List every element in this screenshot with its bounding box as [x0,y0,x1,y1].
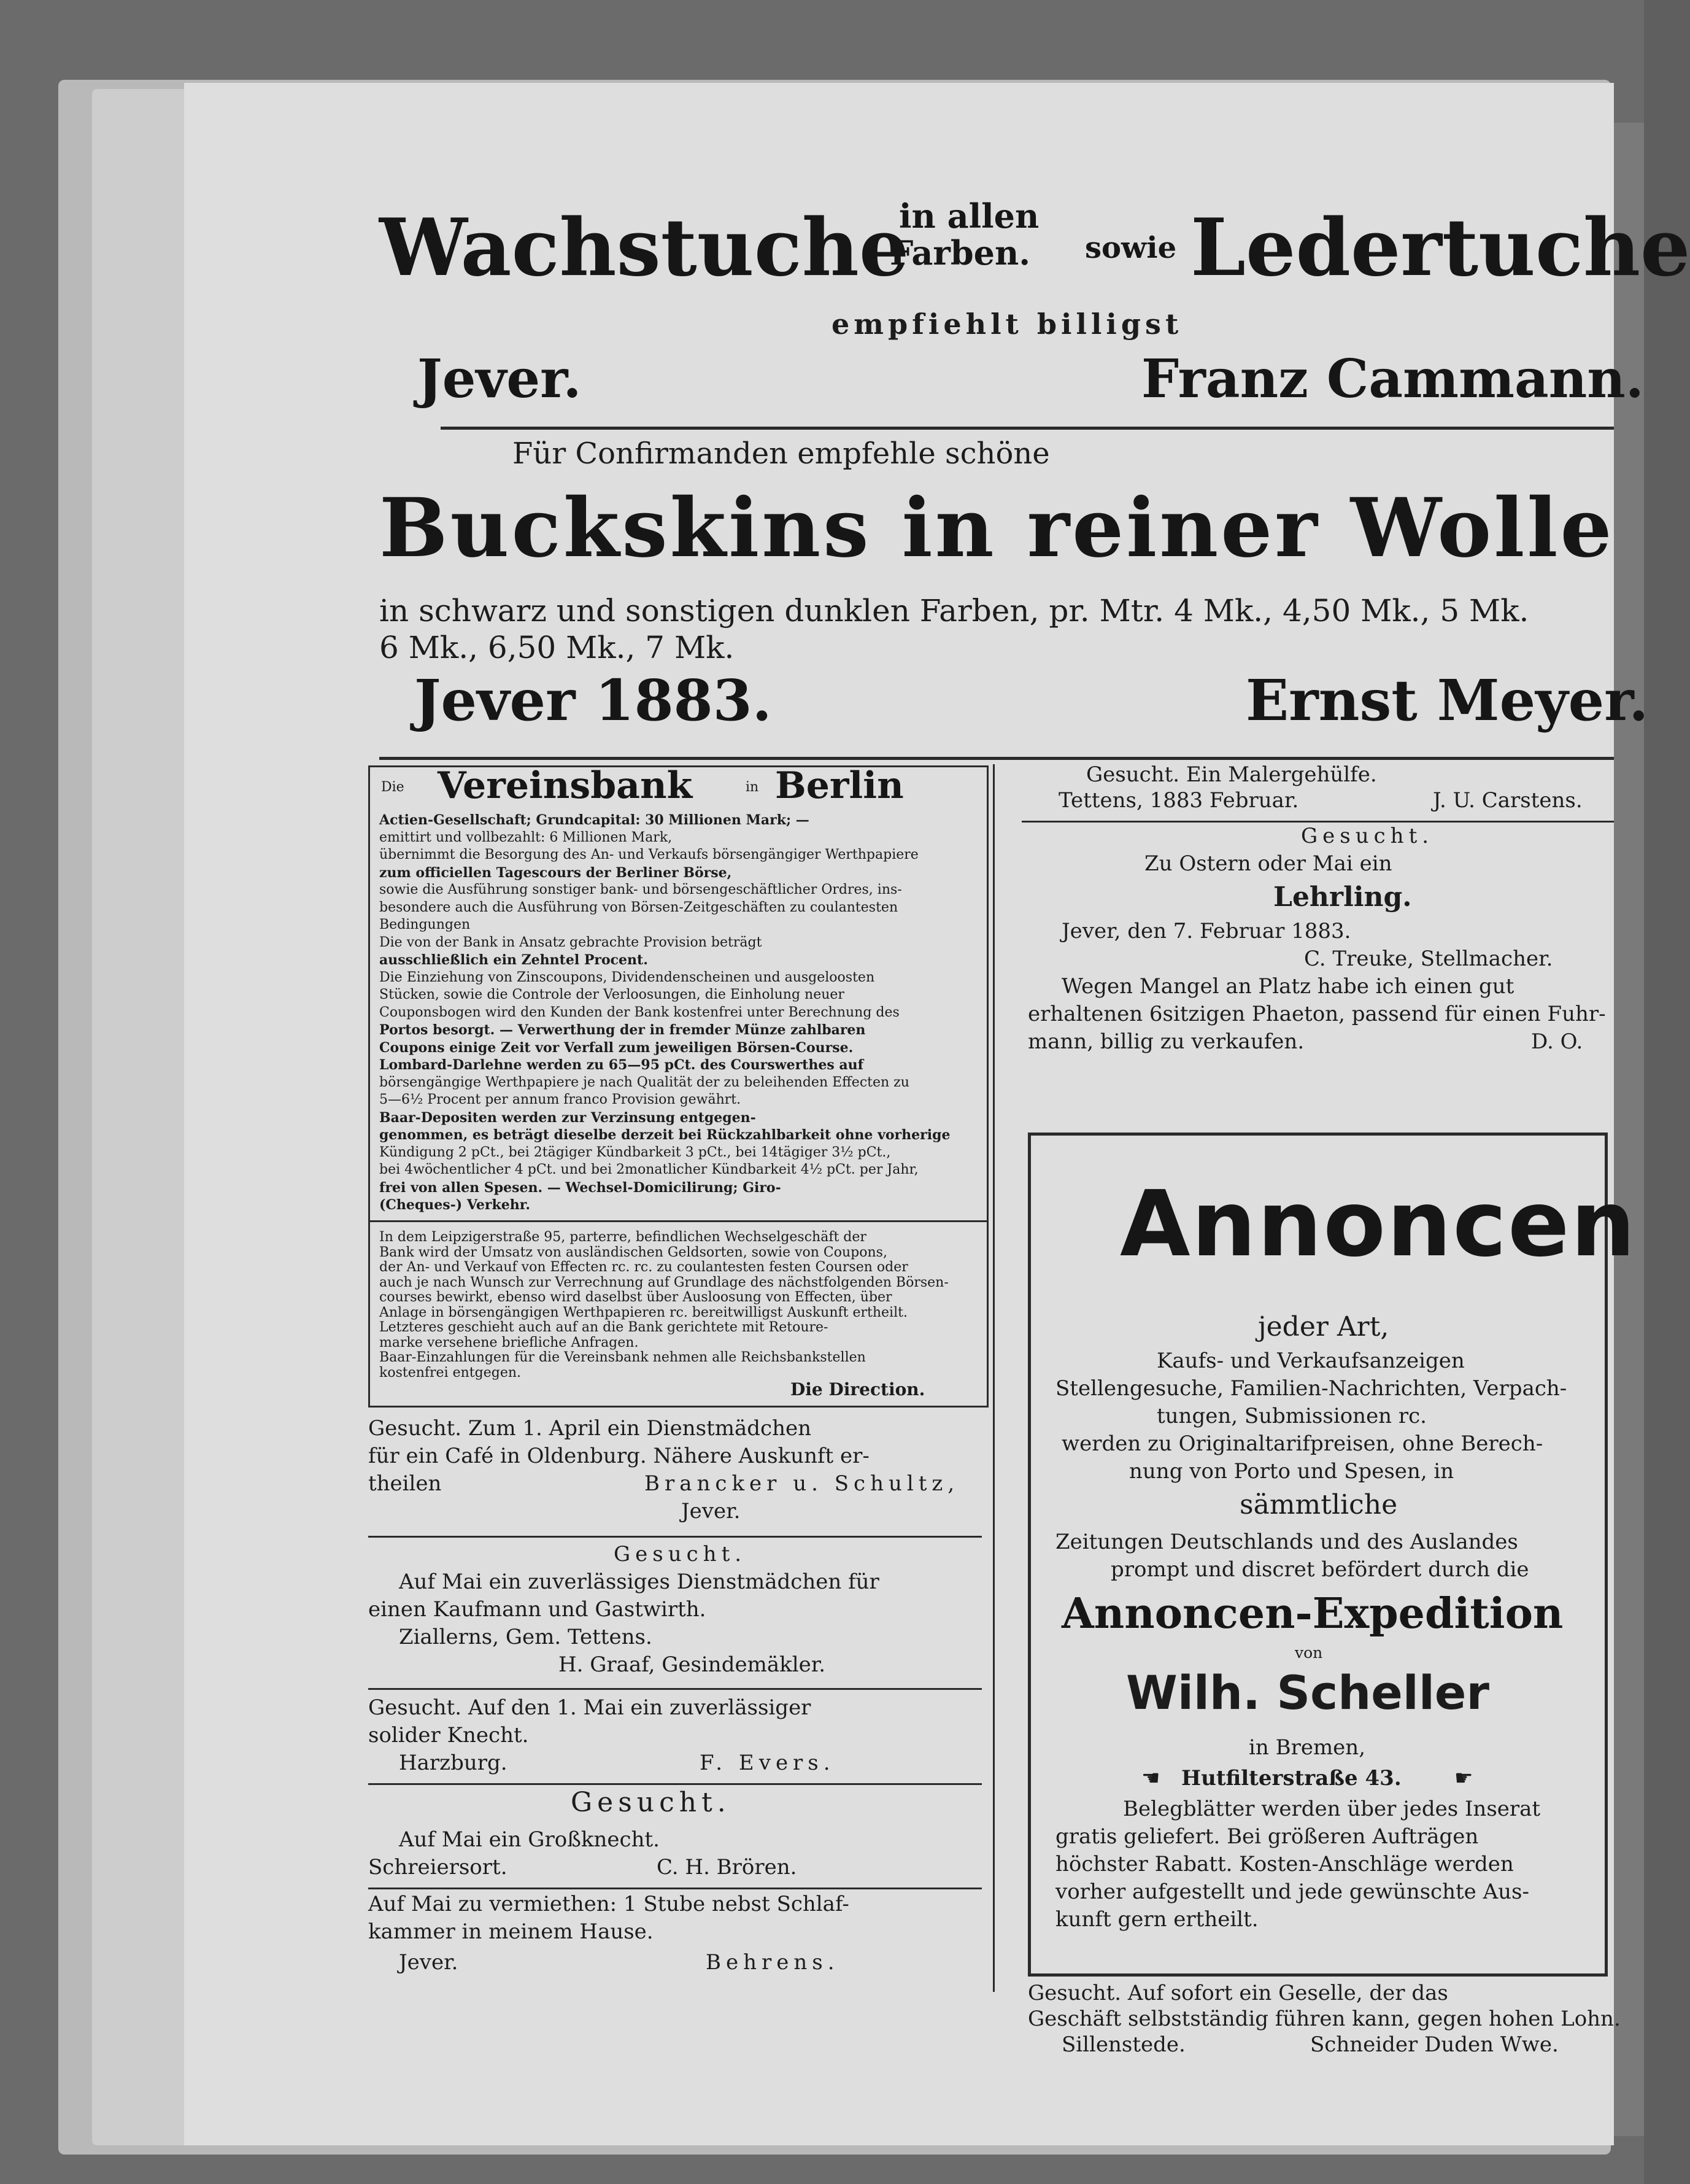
ad-buckskins-headline: Buckskins in reiner Wolle [379,481,1615,576]
ad-signature: D. O. [1531,1029,1583,1054]
ad-line: Ziallerns, Gem. Tettens. [399,1625,652,1649]
bank-inner-rule [370,1220,987,1222]
bank-text-line: Bank wird der Umsatz von ausländischen Geldsorten, sowie von Coupons, [379,1244,887,1260]
bank-text-line: Die Einziehung von Zinscoupons, Dividendenscheinen und ausgeloosten [379,969,875,985]
bank-text-line: zum officiellen Tagescours der Berliner Börse, [379,864,732,881]
ad-line: theilen [368,1471,442,1496]
bank-text-line: (Cheques-) Verkehr. [379,1197,530,1213]
ad-signature: Brancker u. Schultz, [644,1471,960,1496]
ad-annoncen-expedition [1028,1133,1637,1977]
ad-title: Gesucht. [571,1787,731,1818]
bank-text-line: börsengängige Werthpapiere je nach Qualität der zu beleihenden Effecten zu [379,1074,909,1090]
divider-rule [379,757,1614,760]
ad-line: Zu Ostern oder Mai ein [1144,851,1392,876]
ad-title: Gesucht. [614,1542,747,1566]
bank-text-line: marke versehene briefliche Anfragen. [379,1334,639,1350]
annoncen-street: Hutfilterstraße 43. [1181,1766,1402,1791]
bank-text-line: Kündigung 2 pCt., bei 2tägiger Kündbarkeit 3 pCt., bei 14tägiger 3½ pCt., [379,1144,891,1160]
annoncen-line: vorher aufgestellt und jede gewünschte Aus- [1055,1880,1529,1904]
ad-divider [368,1783,982,1785]
ad-line: Gesucht. Zum 1. April ein Dienstmädchen [368,1416,811,1441]
ad-wachstuche-firm: Franz Cammann. [1141,348,1644,410]
ad-signature: F. Evers. [700,1751,835,1775]
ad-line: für ein Café in Oldenburg. Nähere Auskunft er- [368,1444,870,1468]
annoncen-line: höchster Rabatt. Kosten-Anschläge werden [1055,1852,1514,1876]
bank-text-line: übernimmt die Besorgung des An- und Verkaufs börsengängiger Werthpapiere [379,847,919,862]
bank-text-line: Stücken, sowie die Controle der Verloosungen, die Einholung neuer [379,987,844,1002]
annoncen-name: Wilh. Scheller [1126,1665,1489,1720]
ad-signature: C. Treuke, Stellmacher. [1304,947,1553,971]
ad-wachstuche-stack-bottom: Farben. [890,233,1030,273]
ad-divider [368,1688,982,1690]
ad-signature: J. U. Carstens. [1433,788,1583,813]
column-divider [993,764,995,1992]
bank-text-line: auch je nach Wunsch zur Verrechnung auf Grundlage des nächstfolgenden Börsen- [379,1274,949,1290]
ad-divider [1022,821,1614,823]
ad-title: Gesucht. [1301,824,1434,848]
ad-line: Auf Mai ein zuverlässiges Dienstmädchen für [399,1570,879,1594]
annoncen-line: prompt und discret befördert durch die [1111,1557,1529,1582]
bank-text-line: Anlage in börsengängigen Werthpapieren rc. bereitwilligst Auskunft ertheilt. [379,1304,908,1320]
bank-text-line: Baar-Depositen werden zur Verzinsung entgegen- [379,1109,756,1126]
bank-text-line: Letzteres geschieht auch auf an die Bank gerichtete mit Retoure- [379,1320,828,1335]
divider-rule [441,427,1614,430]
ad-place: Jever. [399,1950,458,1975]
ad-wachstuche-sowie: sowie [1085,231,1177,265]
ad-buckskins-firm: Ernst Meyer. [1246,667,1649,734]
bank-text-line: genommen, es beträgt dieselbe derzeit bei Rückzahlbarkeit ohne vorherige [379,1127,951,1143]
annoncen-saemmtliche: sämmtliche [1240,1489,1398,1520]
ad-buckskins-intro: Für Confirmanden empfehle schöne [512,436,1050,471]
ad-keyword: Lehrling. [1273,881,1412,913]
bank-text-line: sowie die Ausführung sonstiger bank- und börsengeschäftlicher Ordres, ins- [379,882,902,897]
bank-text-line: Coupons einige Zeit vor Verfall zum jeweiligen Börsen-Course. [379,1039,854,1056]
annoncen-line: nung von Porto und Spesen, in [1129,1459,1454,1484]
bank-text-line: bei 4wöchentlicher 4 pCt. und bei 2monatlicher Kündbarkeit 4½ pCt. per Jahr, [379,1162,919,1177]
ad-wachstuche-sub: empfiehlt billigst [831,308,1183,341]
annoncen-sub: jeder Art, [1258,1311,1389,1342]
ad-line: Gesucht. Auf den 1. Mai ein zuverlässiger [368,1695,811,1720]
ad-wachstuche-place: Jever. [417,348,582,410]
ad-buckskins-line2: 6 Mk., 6,50 Mk., 7 Mk. [379,630,735,665]
bank-die: Die [381,780,404,795]
ad-signature: H. Graaf, Gesindemäkler. [558,1652,826,1677]
bank-text-line: kostenfrei entgegen. [379,1365,521,1380]
ad-date: Jever, den 7. Februar 1883. [1062,919,1351,943]
ad-wachstuche-word2: Ledertuche [1190,202,1690,294]
ad-divider [368,1888,982,1889]
bank-text-line: Portos besorgt. — Verwerthung der in fremder Münze zahlbaren [379,1022,866,1038]
bank-signature: Die Direction. [790,1379,925,1400]
ad-line: einen Kaufmann und Gastwirth. [368,1597,706,1622]
ad-divider [368,1536,982,1538]
annoncen-hand-left-icon: ☚ [1141,1766,1160,1791]
ad-line: kammer in meinem Hause. [368,1919,654,1944]
bank-text-line: der An- und Verkauf von Effecten rc. rc. zu coulantesten festen Coursen oder [379,1260,908,1275]
annoncen-hand-right-icon: ☛ [1454,1766,1473,1791]
annoncen-line: Belegblätter werden über jedes Inserat [1123,1797,1541,1821]
ad-wachstuche-word1: Wachstuche [379,202,909,294]
ad-place: Sillenstede. [1062,2032,1186,2057]
bank-city: Berlin [775,764,904,807]
ad-signature: C. H. Brören. [657,1855,797,1880]
annoncen-line: Stellengesuche, Familien-Nachrichten, Verpach- [1055,1376,1567,1401]
bank-text-line: emittirt und vollbezahlt: 6 Millionen Mark, [379,829,673,845]
ad-line: Gesucht. Auf sofort ein Geselle, der das [1028,1981,1448,2005]
bank-text-line: ausschließlich ein Zehntel Procent. [379,952,648,968]
bank-text-line: Baar-Einzahlungen für die Vereinsbank nehmen alle Reichsbankstellen [379,1350,866,1365]
ad-wachstuche-stack-top: in allen [899,196,1040,236]
ad-line: Auf Mai zu vermiethen: 1 Stube nebst Schlaf- [368,1892,849,1916]
bank-text-line: Die von der Bank in Ansatz gebrachte Provision beträgt [379,934,762,950]
annoncen-headline: Annoncen [1120,1171,1637,1277]
annoncen-line: Zeitungen Deutschlands und des Auslandes [1055,1530,1518,1554]
bank-in: in [746,780,759,795]
ad-signature: Behrens. [706,1950,839,1975]
ad-place: Harzburg. [399,1751,507,1775]
annoncen-line: Kaufs- und Verkaufsanzeigen [1157,1349,1465,1373]
bank-text-line: Lombard-Darlehne werden zu 65—95 pCt. des Courswerthes auf [379,1057,864,1073]
annoncen-line: gratis geliefert. Bei größeren Aufträgen [1055,1824,1479,1849]
annoncen-city: in Bremen, [1249,1735,1366,1760]
ad-line: solider Knecht. [368,1723,529,1748]
bank-text-line: Couponsbogen wird den Kunden der Bank kostenfrei unter Berechnung des [379,1004,900,1020]
annoncen-line: tungen, Submissionen rc. [1157,1404,1427,1428]
bank-text-line: In dem Leipzigerstraße 95, parterre, befindlichen Wechselgeschäft der [379,1229,866,1245]
ad-line: Gesucht. Ein Malergehülfe. [1086,762,1377,787]
ad-line: mann, billig zu verkaufen. [1028,1029,1305,1054]
ad-place: Jever. [681,1499,741,1524]
ad-signature: Schneider Duden Wwe. [1310,2032,1559,2057]
annoncen-line: kunft gern ertheilt. [1055,1907,1259,1932]
bank-text-line: besondere auch die Ausführung von Börsen-Zeitgeschäften zu coulantesten [379,899,898,915]
ad-line: Wegen Mangel an Platz habe ich einen gut [1062,974,1514,999]
bank-text-line: Actien-Gesellschaft; Grundcapital: 30 Millionen Mark; — [379,812,809,828]
annoncen-expedition-title: Annoncen-Expedition [1062,1589,1564,1638]
newspaper-page [184,83,1690,2145]
bank-text-line: 5—6½ Procent per annum franco Provision gewährt. [379,1092,741,1107]
annoncen-von: von [1295,1644,1323,1662]
ad-vereinsbank [368,765,989,1408]
bank-text-line: Bedingungen [379,917,471,932]
bank-text-line: frei von allen Spesen. — Wechsel-Domicilirung; Giro- [379,1179,781,1196]
bank-name: Vereinsbank [438,764,693,807]
ad-line: Geschäft selbstständig führen kann, gegen hohen Lohn. [1028,2007,1621,2031]
ad-buckskins-place: Jever 1883. [414,667,772,734]
ad-line: erhaltenen 6sitzigen Phaeton, passend für einen Fuhr- [1028,1002,1606,1026]
ad-place: Tettens, 1883 Februar. [1059,788,1299,813]
ad-buckskins-line1: in schwarz und sonstigen dunklen Farben, pr. Mtr. 4 Mk., 4,50 Mk., 5 Mk. [379,593,1529,629]
ad-line: Auf Mai ein Großknecht. [399,1827,660,1852]
bank-text-line: courses bewirkt, ebenso wird daselbst über Ausloosung von Effecten, über [379,1290,892,1305]
ad-place: Schreiersort. [368,1855,507,1880]
annoncen-line: werden zu Originaltarifpreisen, ohne Berech- [1062,1431,1543,1456]
